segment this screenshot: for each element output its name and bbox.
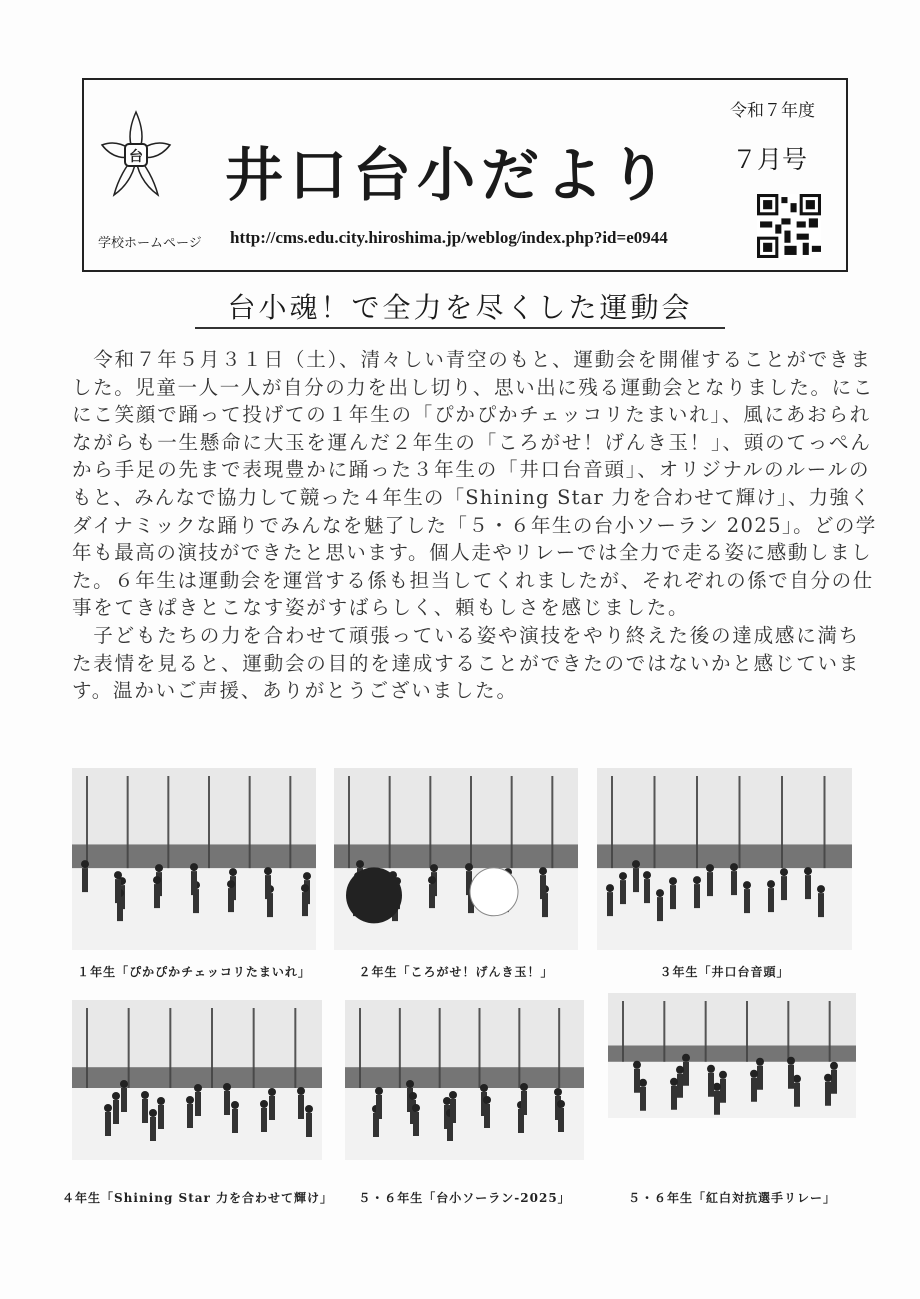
body-line: から手足の先まで表現豊かに踊った３年生の「井口台音頭」、オリジナルのルールの (72, 458, 871, 482)
homepage-url-link[interactable]: http://cms.edu.city.hiroshima.jp/weblog/index.php?id=e0944 (230, 228, 668, 247)
body-line: 令和７年５月３１日（土）、清々しい青空のもと、運動会を開催することができま (72, 348, 872, 371)
photo-caption: ５・６年生「紅白対抗選手リレー」 (627, 1191, 836, 1205)
photo-scene (597, 768, 852, 950)
body-line: にこ笑顔で踊って投げての１年生の「ぴかぴかチェッコリたまいれ」、風にあおられ (72, 403, 872, 427)
photo-caption: ４年生「Shining Star 力を合わせて輝け」 (62, 1191, 334, 1205)
event-photo (597, 768, 852, 950)
body-line: ダイナミックな踊りでみんなを魅了した「５・６年生の台小ソーラン 2025」。どの学 (72, 513, 877, 537)
body-line: 年も最高の演技ができたと思います。個人走やリレーでは全力で走る姿に感動しまし (72, 541, 873, 565)
event-photo (334, 768, 578, 950)
homepage-label: 学校ホームページ (98, 236, 202, 251)
body-line: た表情を見ると、運動会の目的を達成することができたのではないかと感じていま (72, 651, 861, 675)
body-line: す。温かいご声援、ありがとうございました。 (72, 679, 518, 703)
event-photo (608, 993, 856, 1118)
issue-month: ７月号 (732, 145, 808, 174)
heading-underline (195, 327, 725, 329)
event-photo (72, 1000, 322, 1160)
photo-scene (72, 768, 316, 950)
photo-caption: ２年生「ころがせ！げんき玉！」 (358, 965, 554, 979)
emblem-text: 台 (129, 149, 143, 165)
fiscal-year: 令和７年度 (730, 101, 815, 121)
school-emblem-logo (100, 110, 172, 200)
photo-scene (72, 1000, 322, 1160)
body-line: もと、みんなで協力して競った４年生の「Shining Star 力を合わせて輝け」、力強く (72, 485, 871, 509)
photo-caption: ５・６年生「台小ソーラン-2025」 (358, 1191, 571, 1205)
photo-scene (334, 768, 578, 950)
body-line: た。６年生は運動会を運営する係も担当してくれましたが、それぞれの係で自分の仕 (72, 568, 874, 592)
event-photo (345, 1000, 584, 1160)
photo-caption: １年生「ぴかぴかチェッコリたまいれ」 (77, 965, 311, 979)
article-body (72, 346, 877, 705)
photo-scene (345, 1000, 584, 1160)
article-heading: 台小魂！で全力を尽くした運動会 (227, 291, 693, 324)
event-photo (72, 768, 316, 950)
body-line: した。児童一人一人が自分の力を出し切り、思い出に残る運動会となりました。にこ (72, 375, 874, 399)
newsletter-title: 井口台小だより (225, 141, 674, 209)
qr-code-icon (757, 192, 821, 260)
photo-caption: ３年生「井口台音頭」 (659, 965, 790, 979)
body-line: ながらも一生懸命に大玉を運んだ２年生の「ころがせ！げんき玉！」、頭のてっぺん (72, 430, 872, 454)
body-line: 子どもたちの力を合わせて頑張っている姿や演技をやり終えた後の達成感に満ち (72, 623, 861, 647)
photo-scene (608, 993, 856, 1118)
body-line: 事をてきぱきとこなす姿がすばらしく、頼もしさを感じました。 (72, 596, 690, 620)
